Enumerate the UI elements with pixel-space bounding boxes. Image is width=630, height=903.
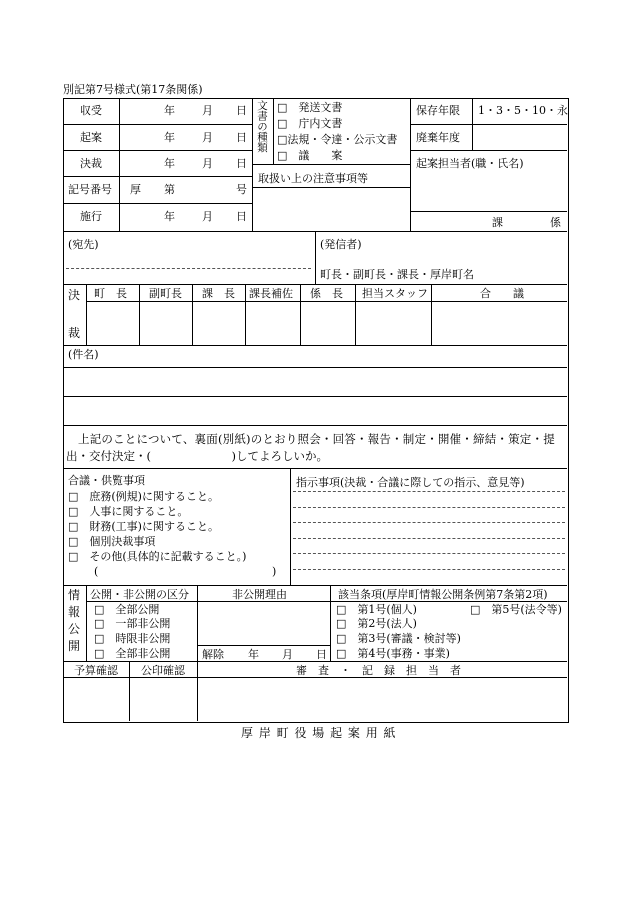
form-id: 別記第7号様式(第17条関係) — [63, 83, 203, 96]
examiner-label: 審 査 ・ 記 録 担 当 者 — [296, 664, 461, 677]
consult-personnel[interactable]: □ 人事に関すること。 — [68, 505, 189, 518]
consultation-title: 合議・供覧事項 — [68, 474, 145, 487]
consult-paren-open: ( — [94, 565, 99, 578]
clause-5[interactable]: □ 第5号(法令等) — [470, 603, 562, 616]
nondisclosure-reason-label: 非公開理由 — [232, 588, 287, 601]
disclosure-partial[interactable]: □ 一部非公開 — [94, 617, 171, 630]
subject-label: (件名) — [68, 348, 99, 361]
enforced-month: 月 — [202, 210, 213, 223]
form-title: 厚 岸 町 役 場 起 案 用 紙 — [241, 726, 397, 740]
clause-3[interactable]: □ 第3号(審議・検討等) — [336, 632, 461, 645]
approval-side-2: 裁 — [68, 326, 81, 340]
disclosure-none[interactable]: □ 全部非公開 — [94, 647, 171, 660]
release-day: 日 — [316, 648, 327, 661]
consult-individual[interactable]: □ 個別決裁事項 — [68, 535, 156, 548]
sender-value: 町長・副町長・課長・厚岸町名 — [320, 268, 474, 281]
enforced-label: 施行 — [80, 210, 102, 223]
retention-label: 保存年限 — [416, 104, 460, 117]
drafter-label: 起案担当者(職・氏名) — [416, 157, 524, 170]
drafted-year: 年 — [164, 131, 175, 144]
decided-year: 年 — [164, 157, 175, 170]
sender-label: (発信者) — [320, 238, 362, 251]
addressee-line[interactable] — [66, 268, 311, 269]
drafted-label: 起案 — [80, 131, 102, 144]
consult-finance[interactable]: □ 財務(工事)に関すること。 — [68, 520, 219, 533]
col-unit-chief: 係 長 — [310, 287, 343, 300]
col-consultation: 合 議 — [480, 287, 524, 300]
consult-general[interactable]: □ 庶務(例規)に関すること。 — [68, 490, 219, 503]
disclosure-side-2: 報 — [68, 605, 81, 619]
clause-4[interactable]: □ 第4号(事務・事業) — [336, 647, 450, 660]
col-deputy-mayor: 副町長 — [149, 287, 182, 300]
doc-number-go: 号 — [236, 183, 247, 196]
received-label: 収受 — [80, 104, 102, 117]
subsection-label: 係 — [550, 216, 561, 229]
clause-label: 該当条項(厚岸町情報公開条例第7条第2項) — [338, 588, 548, 601]
doc-type-label: 文書の種類 — [256, 100, 268, 153]
disposal-year-label: 廃棄年度 — [416, 131, 460, 144]
consult-paren-close: ) — [272, 565, 277, 578]
disclosure-full[interactable]: □ 全部公開 — [94, 603, 160, 616]
release-month: 月 — [282, 648, 293, 661]
decided-month: 月 — [202, 157, 213, 170]
received-month: 月 — [202, 104, 213, 117]
body-line-2: 出・交付決定・( )してよろしいか。 — [66, 449, 328, 463]
doc-type-agenda[interactable]: □ 議 案 — [277, 149, 343, 162]
col-staff: 担当スタッフ — [362, 287, 428, 300]
doc-type-regulation[interactable]: □法規・令達・公示文書 — [277, 133, 398, 146]
enforced-day: 日 — [236, 210, 247, 223]
retention-value[interactable]: 1・3・5・10・永 — [478, 104, 568, 117]
section-label: 課 — [492, 216, 503, 229]
clause-1[interactable]: □ 第1号(個人) — [336, 603, 417, 616]
release-year: 年 — [248, 648, 259, 661]
col-assistant-chief: 課長補佐 — [249, 287, 293, 300]
seal-check-label: 公印確認 — [141, 664, 185, 677]
received-year: 年 — [164, 104, 175, 117]
consult-other[interactable]: □ その他(具体的に記載すること。) — [68, 550, 247, 563]
decided-day: 日 — [236, 157, 247, 170]
doc-number-dai: 第 — [164, 183, 175, 196]
addressee-label: (宛先) — [68, 238, 99, 251]
body-line-1: 上記のことについて、裏面(別紙)のとおり照会・回答・報告・制定・開催・締結・策定・提 — [78, 432, 555, 446]
disclosure-side-1: 情 — [68, 588, 81, 602]
doc-type-outgoing[interactable]: □ 発送文書 — [277, 101, 343, 114]
handling-notes-label: 取扱い上の注意事項等 — [258, 172, 368, 185]
col-section-chief: 課 長 — [202, 287, 235, 300]
drafted-month: 月 — [202, 131, 213, 144]
approval-side-1: 決 — [68, 288, 81, 302]
disclosure-side-4: 開 — [68, 639, 81, 653]
disclosure-timed[interactable]: □ 時限非公開 — [94, 632, 171, 645]
disclosure-category-label: 公開・非公開の区分 — [90, 588, 189, 601]
clause-2[interactable]: □ 第2号(法人) — [336, 617, 417, 630]
doc-number-prefix: 厚 — [130, 183, 141, 196]
doc-type-internal[interactable]: □ 庁内文書 — [277, 117, 343, 130]
col-mayor: 町 長 — [94, 287, 127, 300]
doc-number-label: 記号番号 — [68, 183, 112, 196]
budget-check-label: 予算確認 — [74, 664, 118, 677]
decided-label: 決裁 — [80, 157, 102, 170]
drafted-day: 日 — [236, 131, 247, 144]
release-label: 解除 — [202, 648, 224, 661]
enforced-year: 年 — [164, 210, 175, 223]
disclosure-side-3: 公 — [68, 622, 81, 636]
instructions-label: 指示事項(決裁・合議に際しての指示、意見等) — [296, 476, 525, 489]
received-day: 日 — [236, 104, 247, 117]
